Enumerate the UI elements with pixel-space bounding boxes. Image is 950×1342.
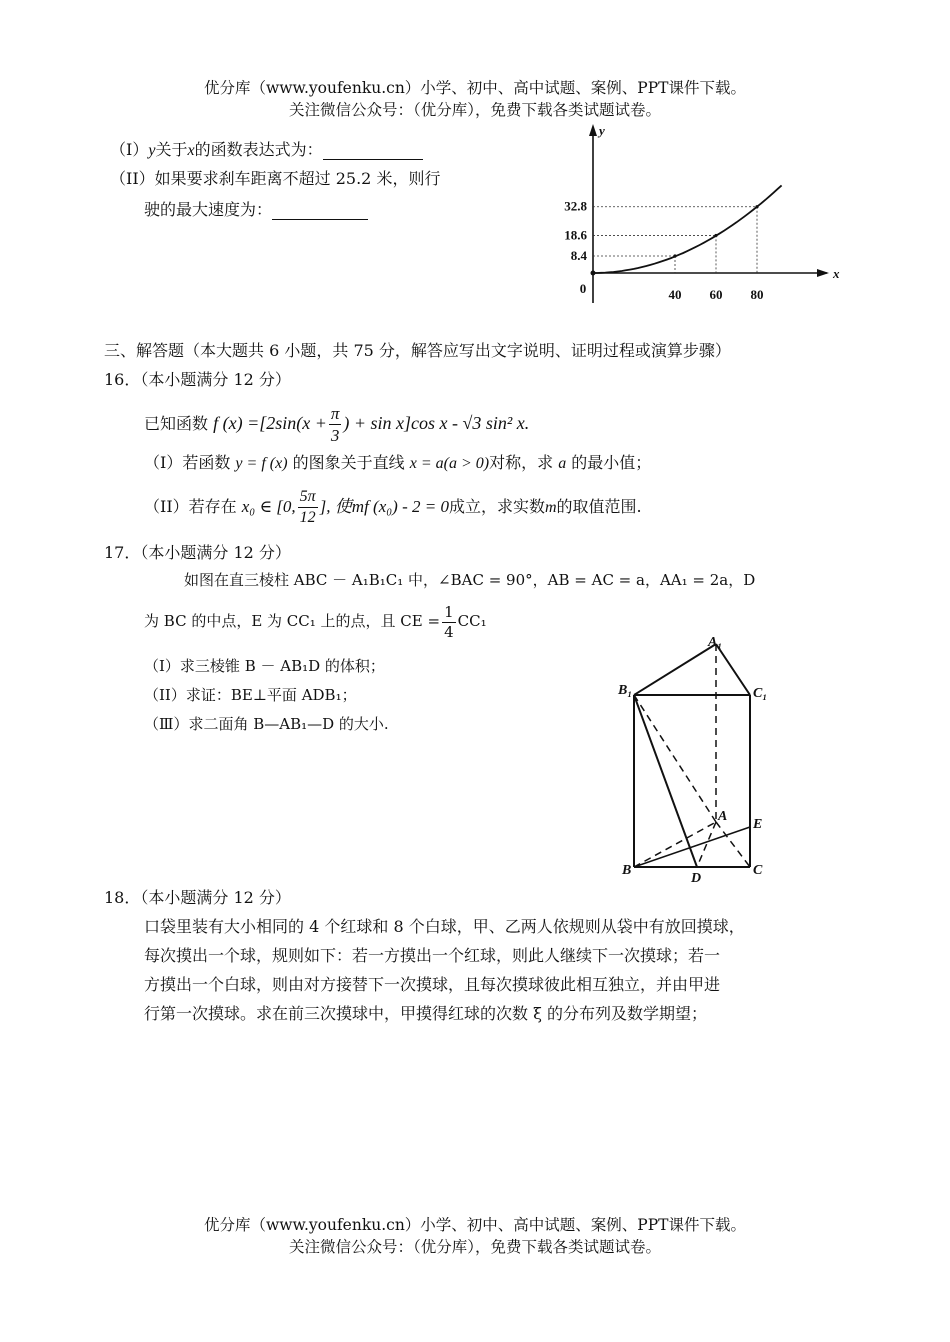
- q16-function: 已知函数 f (x) =[2sin(x + $\frac{\pi}{3}$ ) + sin x]cos x - √3 sin² x.: [144, 404, 530, 445]
- x-tick-60: 60: [709, 287, 723, 302]
- q17-part1: （I）求三棱锥 B － AB₁D 的体积；: [144, 657, 385, 675]
- edge-b-e: [634, 827, 750, 867]
- x-tick-80: 80: [750, 287, 764, 302]
- q16-part2: （II）若存在 x₀ ∈ [0, $\frac{5\pi}{12}$ ], 使mf (x₀) - 2 = 0成立，求实数m的取值范围.: [144, 488, 642, 526]
- q16-title: 16．（本小题满分 12 分）: [104, 370, 291, 389]
- data-point-1: [673, 254, 676, 257]
- label-a: A: [718, 809, 728, 824]
- label-a1: A₁: [708, 635, 723, 650]
- q17-line2: 为 BC 的中点，E 为 CC₁ 上的点，且 CE = $\frac{1}{4}$ CC₁: [144, 602, 487, 641]
- curve-line: [593, 185, 782, 273]
- y-axis-label: y: [599, 123, 605, 138]
- edge-b1-a1: [634, 644, 716, 695]
- label-b: B: [622, 863, 632, 878]
- q16-part1: （I）若函数 y = f (x) 的图象关于直线 x = a(a > 0)对称，求 a 的最小值；: [144, 453, 652, 472]
- q15-blank-1[interactable]: [323, 140, 423, 160]
- section3-heading: 三、解答题（本大题共 6 小题，共 75 分，解答应写出文字说明、证明过程或演算步骤）: [104, 341, 731, 360]
- x-tick-40: 40: [668, 287, 682, 302]
- label-b1: B₁: [618, 683, 633, 698]
- q15-blank-2[interactable]: [272, 200, 368, 220]
- prism-figure: [610, 630, 780, 885]
- origin-label: 0: [579, 281, 587, 296]
- q18-line4: 行第一次摸球。求在前三次摸球中，甲摸得红球的次数 ξ 的分布列及数学期望；: [144, 1004, 707, 1023]
- q15-part2-line2: 驶的最大速度为：: [144, 197, 368, 220]
- q17-part3: （Ⅲ）求二面角 B—AB₁—D 的大小.: [144, 715, 389, 733]
- x-axis-label: x: [833, 266, 840, 281]
- edge-b-a: [634, 822, 716, 867]
- label-c1: C₁: [753, 686, 768, 701]
- q18-line3: 方摸出一个白球，则由对方接替下一次摸球，且每次摸球彼此相互独立，并由甲进: [144, 975, 721, 994]
- header-line-1: 优分库（www.youfenku.cn）小学、初中、高中试题、案例、PPT课件下载。: [203, 79, 747, 97]
- q18-line2: 每次摸出一个球，规则如下：若一方摸出一个红球，则此人继续下一次摸球；若一: [144, 946, 721, 965]
- data-point-3: [755, 205, 758, 208]
- label-d: D: [691, 871, 702, 885]
- y-tick-8.4: 8.4: [570, 248, 587, 264]
- y-tick-18.6: 18.6: [564, 227, 587, 243]
- edge-b1-a: [634, 695, 716, 822]
- speed-distance-chart: [545, 118, 845, 318]
- footer-line-1: 优分库（www.youfenku.cn）小学、初中、高中试题、案例、PPT课件下载。: [203, 1216, 747, 1234]
- q15-part1: （I）y关于x的函数表达式为：: [110, 137, 423, 160]
- edge-a1-c1: [716, 644, 750, 695]
- y-tick-32.8: 32.8: [564, 198, 587, 214]
- q17-part2: （II）求证：BE⊥平面 ADB₁；: [144, 686, 357, 704]
- q18-title: 18．（本小题满分 12 分）: [104, 888, 291, 907]
- edge-b1-d: [634, 695, 697, 867]
- q17-title: 17．（本小题满分 12 分）: [104, 543, 291, 562]
- header-line-2: 关注微信公众号：（优分库），免费下载各类试题试卷。: [288, 101, 661, 119]
- q18-line1: 口袋里装有大小相同的 4 个红球和 8 个白球，甲、乙两人依规则从袋中有放回摸球，: [144, 917, 745, 936]
- data-point-2: [714, 234, 717, 237]
- data-point-0: [591, 271, 596, 276]
- y-axis-arrow: [589, 124, 597, 136]
- footer-line-2: 关注微信公众号：（优分库），免费下载各类试题试卷。: [288, 1238, 661, 1256]
- label-c: C: [753, 863, 763, 878]
- q17-line1: 如图在直三棱柱 ABC － A₁B₁C₁ 中，∠BAC = 90°，AB = AC = a，AA₁ = 2a，D: [184, 571, 756, 589]
- q15-part2-line1: （II）如果要求刹车距离不超过 25.2 米，则行: [110, 169, 441, 188]
- x-axis-arrow: [817, 269, 829, 277]
- label-e: E: [753, 817, 763, 832]
